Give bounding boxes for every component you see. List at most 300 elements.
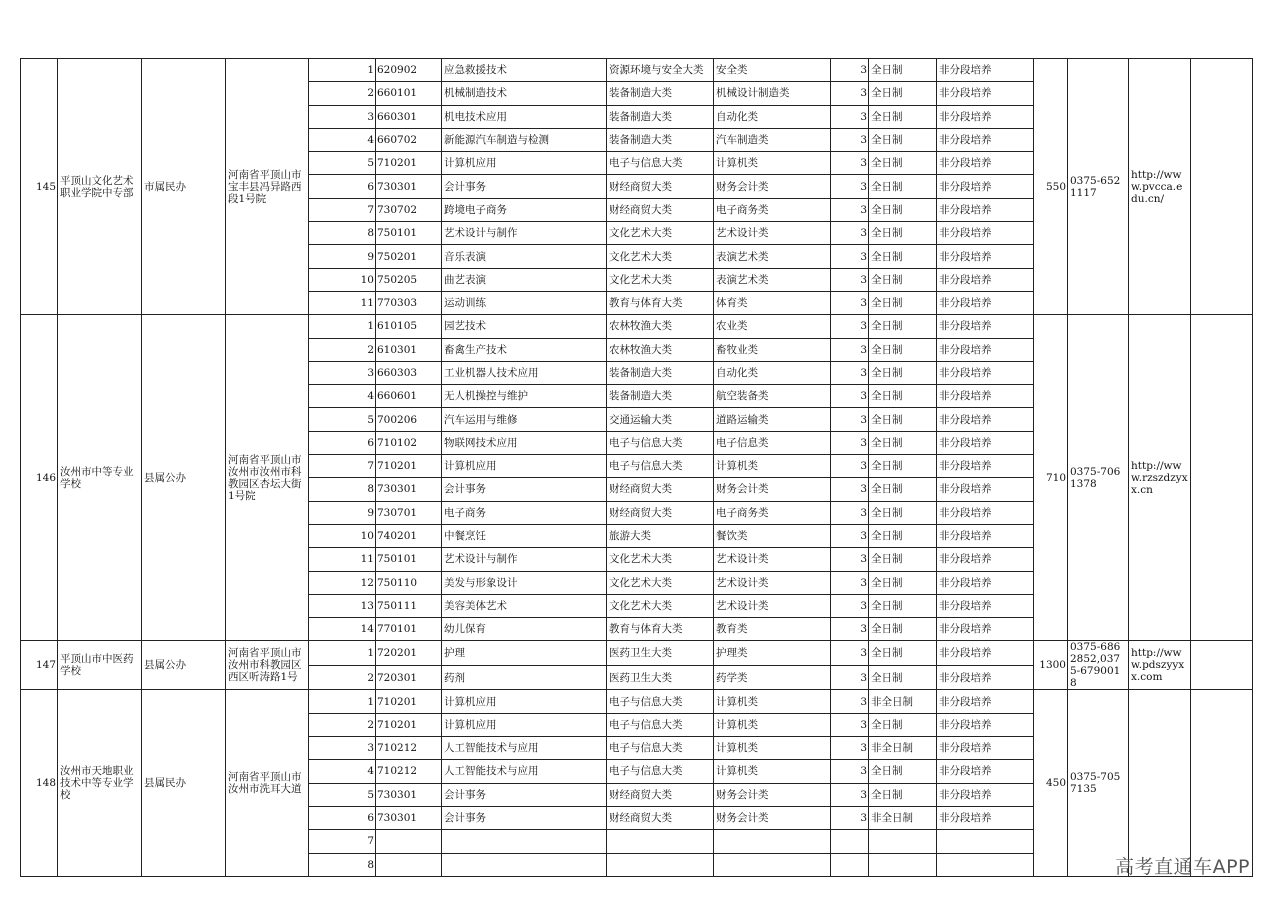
training-mode-cell: 非分段培养 <box>937 760 1034 783</box>
major-code-cell: 770303 <box>376 291 442 314</box>
major-seq-cell: 2 <box>309 338 376 361</box>
major-name-cell <box>442 830 607 853</box>
study-years-cell: 3 <box>831 82 869 105</box>
major-code-cell: 710201 <box>376 455 442 478</box>
major-seq-cell: 3 <box>309 737 376 760</box>
major-seq-cell: 7 <box>309 198 376 221</box>
training-mode-cell: 非分段培养 <box>937 408 1034 431</box>
training-mode-cell: 非分段培养 <box>937 361 1034 384</box>
major-seq-cell: 5 <box>309 408 376 431</box>
major-seq-cell: 8 <box>309 478 376 501</box>
major-category-cell: 文化艺术大类 <box>607 548 714 571</box>
major-code-cell: 720201 <box>376 641 442 666</box>
study-mode-cell: 全日制 <box>869 268 937 291</box>
training-mode-cell: 非分段培养 <box>937 806 1034 829</box>
study-years-cell: 3 <box>831 548 869 571</box>
website-cell: http://www.rzszdzyxx.cn <box>1129 315 1191 641</box>
major-code-cell: 770101 <box>376 618 442 641</box>
school-address-cell: 河南省平顶山市汝州市科教园区西区听涛路1号 <box>226 641 309 690</box>
major-category-cell: 文化艺术大类 <box>607 245 714 268</box>
training-mode-cell: 非分段培养 <box>937 641 1034 666</box>
major-subcategory-cell: 计算机类 <box>714 690 831 713</box>
study-years-cell: 3 <box>831 501 869 524</box>
major-name-cell: 会计事务 <box>442 806 607 829</box>
training-mode-cell: 非分段培养 <box>937 315 1034 338</box>
major-category-cell: 医药卫生大类 <box>607 665 714 690</box>
training-mode-cell: 非分段培养 <box>937 571 1034 594</box>
study-mode-cell: 全日制 <box>869 408 937 431</box>
study-mode-cell: 全日制 <box>869 524 937 547</box>
major-seq-cell: 1 <box>309 315 376 338</box>
study-mode-cell: 全日制 <box>869 618 937 641</box>
major-seq-cell: 6 <box>309 175 376 198</box>
major-code-cell: 610105 <box>376 315 442 338</box>
training-mode-cell: 非分段培养 <box>937 222 1034 245</box>
study-mode-cell: 全日制 <box>869 455 937 478</box>
major-code-cell: 730701 <box>376 501 442 524</box>
major-seq-cell: 2 <box>309 82 376 105</box>
school-type-cell: 县属公办 <box>142 315 226 641</box>
major-name-cell: 工业机器人技术应用 <box>442 361 607 384</box>
study-mode-cell: 全日制 <box>869 152 937 175</box>
study-mode-cell: 全日制 <box>869 105 937 128</box>
training-mode-cell: 非分段培养 <box>937 737 1034 760</box>
school-address-cell: 河南省平顶山市宝丰县冯异路西段1号院 <box>226 59 309 315</box>
major-seq-cell: 8 <box>309 853 376 876</box>
study-mode-cell: 全日制 <box>869 385 937 408</box>
study-years-cell: 3 <box>831 760 869 783</box>
major-seq-cell: 12 <box>309 571 376 594</box>
major-subcategory-cell: 护理类 <box>714 641 831 666</box>
major-name-cell: 无人机操控与维护 <box>442 385 607 408</box>
major-name-cell: 艺术设计与制作 <box>442 222 607 245</box>
major-subcategory-cell: 畜牧业类 <box>714 338 831 361</box>
major-seq-cell: 1 <box>309 690 376 713</box>
major-name-cell: 会计事务 <box>442 478 607 501</box>
major-category-cell: 电子与信息大类 <box>607 455 714 478</box>
study-mode-cell: 全日制 <box>869 783 937 806</box>
major-subcategory-cell: 计算机类 <box>714 455 831 478</box>
major-category-cell: 电子与信息大类 <box>607 737 714 760</box>
major-seq-cell: 4 <box>309 760 376 783</box>
major-code-cell: 660702 <box>376 128 442 151</box>
training-mode-cell: 非分段培养 <box>937 385 1034 408</box>
major-code-cell: 730301 <box>376 478 442 501</box>
major-seq-cell: 2 <box>309 713 376 736</box>
major-subcategory-cell: 自动化类 <box>714 361 831 384</box>
major-code-cell: 720301 <box>376 665 442 690</box>
website-cell <box>1129 690 1191 876</box>
study-years-cell: 3 <box>831 408 869 431</box>
training-mode-cell: 非分段培养 <box>937 594 1034 617</box>
study-years-cell: 3 <box>831 594 869 617</box>
study-years-cell: 3 <box>831 478 869 501</box>
blank-cell <box>1191 641 1253 690</box>
major-name-cell: 畜禽生产技术 <box>442 338 607 361</box>
major-category-cell: 装备制造大类 <box>607 105 714 128</box>
school-type-cell: 市属民办 <box>142 59 226 315</box>
study-mode-cell: 全日制 <box>869 501 937 524</box>
training-mode-cell: 非分段培养 <box>937 455 1034 478</box>
study-years-cell: 3 <box>831 737 869 760</box>
study-mode-cell: 全日制 <box>869 431 937 454</box>
study-years-cell: 3 <box>831 338 869 361</box>
study-years-cell: 3 <box>831 783 869 806</box>
major-seq-cell: 1 <box>309 59 376 82</box>
study-mode-cell: 全日制 <box>869 665 937 690</box>
study-years-cell: 3 <box>831 431 869 454</box>
enrollment-cell: 1300 <box>1034 641 1068 690</box>
training-mode-cell: 非分段培养 <box>937 59 1034 82</box>
major-code-cell: 730301 <box>376 175 442 198</box>
major-code-cell: 730301 <box>376 783 442 806</box>
school-type-cell: 县属公办 <box>142 641 226 690</box>
major-name-cell: 计算机应用 <box>442 455 607 478</box>
study-mode-cell: 全日制 <box>869 128 937 151</box>
major-seq-cell: 10 <box>309 268 376 291</box>
major-code-cell: 750101 <box>376 548 442 571</box>
school-name-cell: 平顶山市中医药学校 <box>58 641 142 690</box>
major-subcategory-cell: 道路运输类 <box>714 408 831 431</box>
schools-table <box>20 58 1253 877</box>
watermark: 高考直通车APP <box>1115 856 1250 878</box>
table-row <box>21 690 1253 713</box>
major-subcategory-cell: 药学类 <box>714 665 831 690</box>
major-code-cell: 730301 <box>376 806 442 829</box>
major-seq-cell: 4 <box>309 128 376 151</box>
training-mode-cell: 非分段培养 <box>937 82 1034 105</box>
major-name-cell: 会计事务 <box>442 783 607 806</box>
study-mode-cell: 全日制 <box>869 338 937 361</box>
school-address-cell: 河南省平顶山市汝州市洗耳大道 <box>226 690 309 876</box>
major-seq-cell: 5 <box>309 152 376 175</box>
major-name-cell: 汽车运用与维修 <box>442 408 607 431</box>
school-number-cell: 148 <box>21 690 58 876</box>
blank-cell <box>1191 315 1253 641</box>
major-code-cell: 750205 <box>376 268 442 291</box>
major-category-cell: 教育与体育大类 <box>607 291 714 314</box>
major-subcategory-cell: 财务会计类 <box>714 175 831 198</box>
school-name-cell: 平顶山文化艺术职业学院中专部 <box>58 59 142 315</box>
major-name-cell: 电子商务 <box>442 501 607 524</box>
study-mode-cell: 全日制 <box>869 175 937 198</box>
major-seq-cell: 7 <box>309 830 376 853</box>
major-seq-cell: 14 <box>309 618 376 641</box>
major-name-cell: 美容美体艺术 <box>442 594 607 617</box>
study-mode-cell: 全日制 <box>869 198 937 221</box>
study-years-cell: 3 <box>831 291 869 314</box>
major-category-cell: 农林牧渔大类 <box>607 338 714 361</box>
major-subcategory-cell <box>714 830 831 853</box>
phone-cell: 0375-7061378 <box>1068 315 1129 641</box>
study-years-cell: 3 <box>831 665 869 690</box>
major-code-cell <box>376 830 442 853</box>
major-category-cell: 文化艺术大类 <box>607 571 714 594</box>
major-subcategory-cell: 汽车制造类 <box>714 128 831 151</box>
study-mode-cell: 全日制 <box>869 571 937 594</box>
major-code-cell: 660101 <box>376 82 442 105</box>
training-mode-cell: 非分段培养 <box>937 105 1034 128</box>
study-years-cell: 3 <box>831 571 869 594</box>
study-mode-cell: 非全日制 <box>869 806 937 829</box>
major-code-cell <box>376 853 442 876</box>
study-mode-cell: 全日制 <box>869 478 937 501</box>
major-category-cell: 文化艺术大类 <box>607 222 714 245</box>
school-number-cell: 147 <box>21 641 58 690</box>
major-subcategory-cell: 机械设计制造类 <box>714 82 831 105</box>
study-mode-cell: 全日制 <box>869 245 937 268</box>
study-years-cell: 3 <box>831 690 869 713</box>
major-code-cell: 710201 <box>376 690 442 713</box>
major-category-cell: 农林牧渔大类 <box>607 315 714 338</box>
major-category-cell: 电子与信息大类 <box>607 713 714 736</box>
major-seq-cell: 11 <box>309 548 376 571</box>
training-mode-cell: 非分段培养 <box>937 198 1034 221</box>
major-seq-cell: 2 <box>309 665 376 690</box>
school-number-cell: 146 <box>21 315 58 641</box>
major-name-cell: 机电技术应用 <box>442 105 607 128</box>
major-code-cell: 750111 <box>376 594 442 617</box>
major-name-cell: 计算机应用 <box>442 713 607 736</box>
major-subcategory-cell: 计算机类 <box>714 737 831 760</box>
major-code-cell: 750110 <box>376 571 442 594</box>
major-seq-cell: 6 <box>309 806 376 829</box>
major-category-cell <box>607 853 714 876</box>
major-category-cell: 装备制造大类 <box>607 385 714 408</box>
major-subcategory-cell: 农业类 <box>714 315 831 338</box>
major-subcategory-cell: 自动化类 <box>714 105 831 128</box>
major-category-cell <box>607 830 714 853</box>
major-name-cell: 曲艺表演 <box>442 268 607 291</box>
study-years-cell: 3 <box>831 245 869 268</box>
major-code-cell: 660301 <box>376 105 442 128</box>
major-subcategory-cell: 艺术设计类 <box>714 594 831 617</box>
major-name-cell: 机械制造技术 <box>442 82 607 105</box>
major-subcategory-cell: 体育类 <box>714 291 831 314</box>
major-category-cell: 财经商贸大类 <box>607 198 714 221</box>
major-category-cell: 教育与体育大类 <box>607 618 714 641</box>
training-mode-cell: 非分段培养 <box>937 618 1034 641</box>
major-code-cell: 750101 <box>376 222 442 245</box>
study-mode-cell: 全日制 <box>869 59 937 82</box>
study-years-cell <box>831 830 869 853</box>
study-years-cell: 3 <box>831 524 869 547</box>
training-mode-cell: 非分段培养 <box>937 431 1034 454</box>
major-name-cell <box>442 853 607 876</box>
major-subcategory-cell: 电子商务类 <box>714 198 831 221</box>
major-name-cell: 人工智能技术与应用 <box>442 737 607 760</box>
major-seq-cell: 13 <box>309 594 376 617</box>
training-mode-cell: 非分段培养 <box>937 478 1034 501</box>
major-name-cell: 计算机应用 <box>442 152 607 175</box>
website-cell: http://www.pvcca.edu.cn/ <box>1129 59 1191 315</box>
study-years-cell: 3 <box>831 385 869 408</box>
study-years-cell: 3 <box>831 315 869 338</box>
major-subcategory-cell <box>714 853 831 876</box>
major-seq-cell: 9 <box>309 501 376 524</box>
major-category-cell: 资源环境与安全大类 <box>607 59 714 82</box>
major-category-cell: 装备制造大类 <box>607 82 714 105</box>
enrollment-cell: 550 <box>1034 59 1068 315</box>
major-seq-cell: 9 <box>309 245 376 268</box>
study-years-cell: 3 <box>831 128 869 151</box>
study-years-cell: 3 <box>831 641 869 666</box>
study-mode-cell: 全日制 <box>869 82 937 105</box>
training-mode-cell: 非分段培养 <box>937 501 1034 524</box>
major-code-cell: 730702 <box>376 198 442 221</box>
major-category-cell: 文化艺术大类 <box>607 268 714 291</box>
major-subcategory-cell: 计算机类 <box>714 713 831 736</box>
study-years-cell: 3 <box>831 222 869 245</box>
study-years-cell: 3 <box>831 268 869 291</box>
phone-cell: 0375-6521117 <box>1068 59 1129 315</box>
major-seq-cell: 1 <box>309 641 376 666</box>
study-mode-cell: 全日制 <box>869 291 937 314</box>
training-mode-cell <box>937 853 1034 876</box>
enrollment-cell: 450 <box>1034 690 1068 876</box>
major-category-cell: 财经商贸大类 <box>607 806 714 829</box>
study-mode-cell: 全日制 <box>869 222 937 245</box>
study-mode-cell: 全日制 <box>869 315 937 338</box>
major-category-cell: 财经商贸大类 <box>607 175 714 198</box>
major-name-cell: 会计事务 <box>442 175 607 198</box>
major-category-cell: 电子与信息大类 <box>607 431 714 454</box>
major-name-cell: 园艺技术 <box>442 315 607 338</box>
study-years-cell: 3 <box>831 361 869 384</box>
major-name-cell: 新能源汽车制造与检测 <box>442 128 607 151</box>
study-mode-cell: 非全日制 <box>869 690 937 713</box>
major-subcategory-cell: 计算机类 <box>714 152 831 175</box>
major-name-cell: 人工智能技术与应用 <box>442 760 607 783</box>
major-seq-cell: 11 <box>309 291 376 314</box>
training-mode-cell: 非分段培养 <box>937 291 1034 314</box>
blank-cell <box>1191 690 1253 876</box>
major-subcategory-cell: 计算机类 <box>714 760 831 783</box>
website-cell: http://www.pdszyyxx.com <box>1129 641 1191 690</box>
study-years-cell <box>831 853 869 876</box>
major-seq-cell: 5 <box>309 783 376 806</box>
major-code-cell: 660601 <box>376 385 442 408</box>
table-row <box>21 641 1253 666</box>
major-category-cell: 装备制造大类 <box>607 361 714 384</box>
school-type-cell: 县属民办 <box>142 690 226 876</box>
study-mode-cell: 全日制 <box>869 641 937 666</box>
training-mode-cell: 非分段培养 <box>937 783 1034 806</box>
major-code-cell: 710201 <box>376 713 442 736</box>
study-years-cell: 3 <box>831 618 869 641</box>
study-years-cell: 3 <box>831 198 869 221</box>
major-name-cell: 中餐烹饪 <box>442 524 607 547</box>
major-subcategory-cell: 电子信息类 <box>714 431 831 454</box>
major-subcategory-cell: 餐饮类 <box>714 524 831 547</box>
major-code-cell: 710201 <box>376 152 442 175</box>
study-mode-cell <box>869 830 937 853</box>
training-mode-cell: 非分段培养 <box>937 128 1034 151</box>
major-category-cell: 财经商贸大类 <box>607 501 714 524</box>
major-seq-cell: 7 <box>309 455 376 478</box>
major-category-cell: 旅游大类 <box>607 524 714 547</box>
major-subcategory-cell: 表演艺术类 <box>714 245 831 268</box>
major-name-cell: 计算机应用 <box>442 690 607 713</box>
major-category-cell: 财经商贸大类 <box>607 478 714 501</box>
study-years-cell: 3 <box>831 152 869 175</box>
study-years-cell: 3 <box>831 59 869 82</box>
table-row <box>21 315 1253 338</box>
training-mode-cell: 非分段培养 <box>937 524 1034 547</box>
training-mode-cell <box>937 830 1034 853</box>
training-mode-cell: 非分段培养 <box>937 690 1034 713</box>
study-years-cell: 3 <box>831 713 869 736</box>
major-seq-cell: 6 <box>309 431 376 454</box>
table-body <box>21 59 1253 877</box>
enrollment-cell: 710 <box>1034 315 1068 641</box>
study-years-cell: 3 <box>831 806 869 829</box>
major-subcategory-cell: 艺术设计类 <box>714 571 831 594</box>
major-name-cell: 艺术设计与制作 <box>442 548 607 571</box>
training-mode-cell: 非分段培养 <box>937 268 1034 291</box>
major-name-cell: 物联网技术应用 <box>442 431 607 454</box>
major-code-cell: 620902 <box>376 59 442 82</box>
table-row <box>21 59 1253 82</box>
training-mode-cell: 非分段培养 <box>937 548 1034 571</box>
major-category-cell: 医药卫生大类 <box>607 641 714 666</box>
major-subcategory-cell: 航空装备类 <box>714 385 831 408</box>
training-mode-cell: 非分段培养 <box>937 175 1034 198</box>
major-subcategory-cell: 财务会计类 <box>714 783 831 806</box>
major-name-cell: 药剂 <box>442 665 607 690</box>
major-name-cell: 跨境电子商务 <box>442 198 607 221</box>
school-name-cell: 汝州市天地职业技术中等专业学校 <box>58 690 142 876</box>
study-mode-cell: 非全日制 <box>869 737 937 760</box>
major-subcategory-cell: 电子商务类 <box>714 501 831 524</box>
major-subcategory-cell: 安全类 <box>714 59 831 82</box>
study-mode-cell: 全日制 <box>869 594 937 617</box>
major-code-cell: 610301 <box>376 338 442 361</box>
major-name-cell: 运动训练 <box>442 291 607 314</box>
major-code-cell: 750201 <box>376 245 442 268</box>
training-mode-cell: 非分段培养 <box>937 338 1034 361</box>
major-subcategory-cell: 财务会计类 <box>714 806 831 829</box>
study-years-cell: 3 <box>831 175 869 198</box>
study-mode-cell <box>869 853 937 876</box>
major-code-cell: 710102 <box>376 431 442 454</box>
school-address-cell: 河南省平顶山市汝州市汝州市科教园区杏坛大街1号院 <box>226 315 309 641</box>
major-name-cell: 美发与形象设计 <box>442 571 607 594</box>
study-mode-cell: 全日制 <box>869 361 937 384</box>
study-years-cell: 3 <box>831 105 869 128</box>
major-name-cell: 幼儿保育 <box>442 618 607 641</box>
major-code-cell: 710212 <box>376 737 442 760</box>
major-subcategory-cell: 艺术设计类 <box>714 548 831 571</box>
study-mode-cell: 全日制 <box>869 713 937 736</box>
major-subcategory-cell: 艺术设计类 <box>714 222 831 245</box>
training-mode-cell: 非分段培养 <box>937 713 1034 736</box>
major-seq-cell: 8 <box>309 222 376 245</box>
major-category-cell: 交通运输大类 <box>607 408 714 431</box>
study-mode-cell: 全日制 <box>869 760 937 783</box>
major-category-cell: 装备制造大类 <box>607 128 714 151</box>
major-subcategory-cell: 表演艺术类 <box>714 268 831 291</box>
blank-cell <box>1191 59 1253 315</box>
major-category-cell: 电子与信息大类 <box>607 152 714 175</box>
major-category-cell: 电子与信息大类 <box>607 690 714 713</box>
study-years-cell: 3 <box>831 455 869 478</box>
phone-cell: 0375-7057135 <box>1068 690 1129 876</box>
major-code-cell: 700206 <box>376 408 442 431</box>
training-mode-cell: 非分段培养 <box>937 152 1034 175</box>
major-code-cell: 660303 <box>376 361 442 384</box>
major-seq-cell: 3 <box>309 105 376 128</box>
